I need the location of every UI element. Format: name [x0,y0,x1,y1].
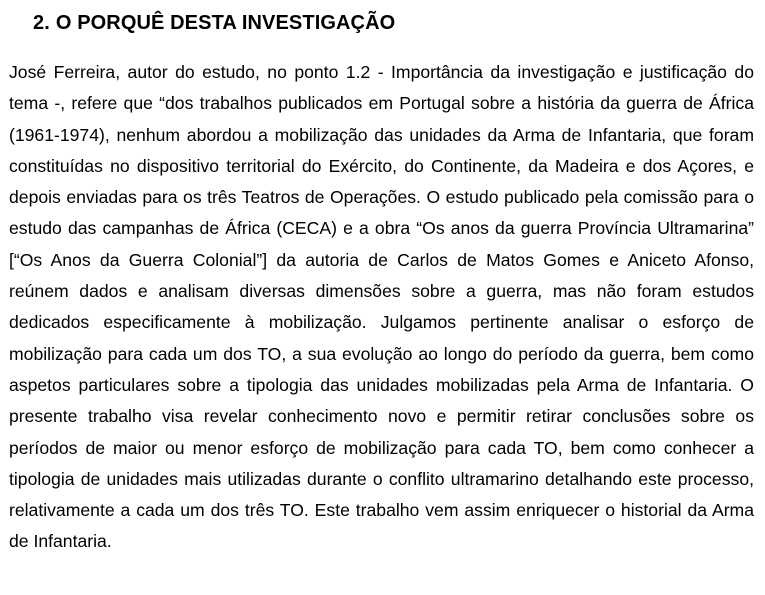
section-title: O PORQUÊ DESTA INVESTIGAÇÃO [55,12,396,34]
body-paragraph: José Ferreira, autor do estudo, no ponto 1.2 - Importância da investigação e justificação do tema -, refere que “dos trabalhos publicados em Portugal sobre a história da guerra de África (1961-1974), nenhum abordou a mobilização das unidades da Arma de Infantaria, que foram constituídas no dispositivo territorial do Exército, do Continente, da Madeira e dos Açores, e depois enviadas para os três Teatros de Operações. O estudo publicado pela comissão para o estudo das campanhas de África (CECA) e a obra “Os anos da guerra Província Ultramarina” [“Os Anos da Guerra Colonial”] da autoria de Carlos de Matos Gomes e Aniceto Afonso, reúnem dados e analisam diversas dimensões sobre a guerra, mas não foram estudos dedicados especificamente à mobilização. Julgamos pertinente analisar o esforço de mobilização para cada um dos TO, a sua evolução ao longo do período da guerra, bem como aspetos particulares sobre a tipologia das unidades mobilizadas pela Arma de Infantaria. O presente trabalho visa revelar conhecimento novo e permitir retirar conclusões sobre os períodos de maior ou menor esforço de mobilização para cada TO, bem como conhecer a tipologia de unidades mais utilizadas durante o conflito ultramarino detalhando este processo, relativamente a cada um dos três TO. Este trabalho vem assim enriquecer o historial da Arma de Infantaria. [9,62,754,552]
section-heading [33,10,395,36]
section-number: 2. [33,12,50,34]
